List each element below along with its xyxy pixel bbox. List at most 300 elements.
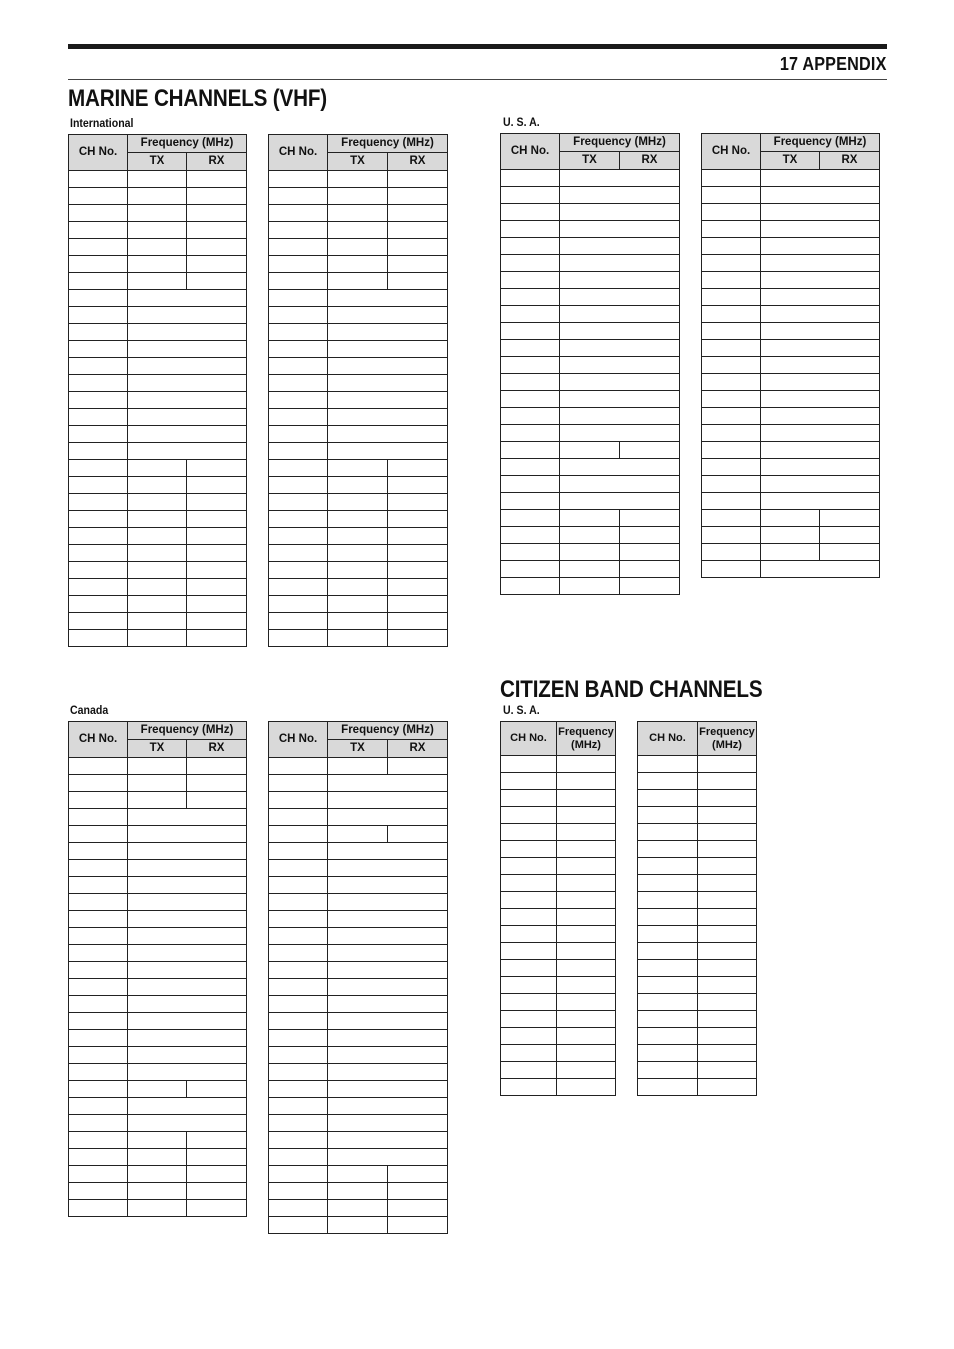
table-row bbox=[501, 1062, 616, 1079]
frequency-cell bbox=[328, 358, 448, 375]
table-row bbox=[69, 290, 247, 307]
region-canada: Canada bbox=[70, 705, 109, 717]
frequency-cell bbox=[560, 391, 680, 408]
frequency-cell bbox=[128, 341, 247, 358]
tx-cell bbox=[328, 579, 388, 596]
rx-cell bbox=[388, 222, 448, 239]
ch-no-cell bbox=[69, 341, 128, 358]
table-row bbox=[69, 630, 247, 647]
table-row bbox=[501, 756, 616, 773]
ch-no-cell bbox=[638, 790, 698, 807]
table-row bbox=[702, 425, 880, 442]
rx-cell bbox=[620, 510, 680, 527]
table-row bbox=[702, 204, 880, 221]
frequency-cell bbox=[761, 476, 880, 493]
ch-no-cell bbox=[702, 442, 761, 459]
frequency-cell bbox=[328, 1149, 448, 1166]
ch-no-cell bbox=[638, 1079, 698, 1096]
frequency-cell bbox=[560, 357, 680, 374]
table-row bbox=[501, 272, 680, 289]
ch-no-cell bbox=[501, 493, 560, 510]
table-row bbox=[638, 756, 757, 773]
frequency-cell bbox=[128, 290, 247, 307]
ch-no-cell bbox=[69, 545, 128, 562]
table-row bbox=[702, 255, 880, 272]
table-row bbox=[69, 443, 247, 460]
frequency-cell bbox=[128, 860, 247, 877]
table-row bbox=[69, 562, 247, 579]
table-row bbox=[702, 221, 880, 238]
ch-no-cell bbox=[69, 809, 128, 826]
rx-cell bbox=[388, 562, 448, 579]
table-row bbox=[269, 1098, 448, 1115]
ch-no-cell bbox=[702, 340, 761, 357]
tx-cell bbox=[128, 528, 187, 545]
rx-cell bbox=[187, 596, 247, 613]
region-usa-cb: U. S. A. bbox=[503, 705, 540, 717]
ch-no-cell bbox=[702, 425, 761, 442]
tx-cell bbox=[761, 527, 820, 544]
frequency-cell bbox=[698, 1079, 757, 1096]
ch-no-cell bbox=[269, 562, 328, 579]
ch-no-cell bbox=[638, 858, 698, 875]
ch-no-cell bbox=[702, 510, 761, 527]
rx-cell bbox=[620, 527, 680, 544]
ch-no-cell bbox=[501, 943, 557, 960]
rx-cell bbox=[388, 826, 448, 843]
channel-table-international-2 bbox=[268, 134, 448, 647]
ch-no-cell bbox=[638, 1011, 698, 1028]
frequency-cell bbox=[128, 409, 247, 426]
ch-no-cell bbox=[69, 826, 128, 843]
ch-no-cell bbox=[69, 1013, 128, 1030]
ch-no-cell bbox=[69, 1132, 128, 1149]
frequency-cell bbox=[698, 841, 757, 858]
table-row bbox=[702, 442, 880, 459]
frequency-cell bbox=[698, 824, 757, 841]
table-row bbox=[269, 996, 448, 1013]
table-row bbox=[69, 1183, 247, 1200]
frequency-cell bbox=[761, 289, 880, 306]
table-row bbox=[501, 289, 680, 306]
tx-cell bbox=[328, 528, 388, 545]
frequency-cell bbox=[560, 459, 680, 476]
ch-no-header: CH No. bbox=[501, 722, 557, 756]
table-row bbox=[269, 962, 448, 979]
ch-no-cell bbox=[269, 1030, 328, 1047]
table-row bbox=[69, 860, 247, 877]
table-row bbox=[269, 290, 448, 307]
ch-no-cell bbox=[69, 1200, 128, 1217]
ch-no-cell bbox=[702, 204, 761, 221]
rx-header: RX bbox=[620, 152, 680, 170]
frequency-cell bbox=[761, 425, 880, 442]
frequency-cell bbox=[328, 894, 448, 911]
frequency-cell bbox=[328, 792, 448, 809]
frequency-cell bbox=[328, 1098, 448, 1115]
table-row bbox=[501, 1028, 616, 1045]
ch-no-cell bbox=[501, 756, 557, 773]
frequency-cell bbox=[128, 911, 247, 928]
table-row bbox=[69, 962, 247, 979]
table-row bbox=[638, 807, 757, 824]
tx-cell bbox=[128, 273, 187, 290]
ch-no-cell bbox=[501, 578, 560, 595]
ch-no-header: CH No. bbox=[69, 722, 128, 758]
ch-no-header: CH No. bbox=[501, 134, 560, 170]
tx-header: TX bbox=[328, 740, 388, 758]
rx-cell bbox=[388, 613, 448, 630]
frequency-cell bbox=[128, 324, 247, 341]
tx-cell bbox=[128, 545, 187, 562]
ch-no-cell bbox=[269, 1132, 328, 1149]
table-row bbox=[638, 994, 757, 1011]
frequency-header bbox=[557, 722, 616, 756]
ch-no-cell bbox=[702, 238, 761, 255]
table-row bbox=[269, 775, 448, 792]
tx-cell bbox=[128, 792, 187, 809]
tx-cell bbox=[328, 511, 388, 528]
ch-no-cell bbox=[269, 630, 328, 647]
table-row bbox=[638, 790, 757, 807]
tx-cell bbox=[761, 544, 820, 561]
ch-no-header: CH No. bbox=[269, 722, 328, 758]
frequency-cell bbox=[698, 892, 757, 909]
table-row bbox=[501, 1079, 616, 1096]
table-row bbox=[69, 222, 247, 239]
ch-no-cell bbox=[269, 426, 328, 443]
ch-no-cell bbox=[269, 758, 328, 775]
table-row bbox=[69, 613, 247, 630]
frequency-cell bbox=[557, 977, 616, 994]
table-row bbox=[269, 409, 448, 426]
ch-no-cell bbox=[269, 477, 328, 494]
table-row bbox=[269, 860, 448, 877]
frequency-cell bbox=[560, 408, 680, 425]
ch-no-cell bbox=[69, 358, 128, 375]
ch-no-cell bbox=[69, 996, 128, 1013]
frequency-cell bbox=[560, 187, 680, 204]
tx-cell bbox=[328, 273, 388, 290]
ch-no-cell bbox=[69, 894, 128, 911]
ch-no-cell bbox=[702, 544, 761, 561]
table-row bbox=[269, 256, 448, 273]
ch-no-cell bbox=[638, 943, 698, 960]
ch-no-cell bbox=[638, 807, 698, 824]
frequency-cell bbox=[328, 979, 448, 996]
table-row bbox=[269, 1217, 448, 1234]
tx-cell bbox=[328, 494, 388, 511]
tx-cell bbox=[328, 239, 388, 256]
table-row bbox=[501, 408, 680, 425]
table-row bbox=[501, 977, 616, 994]
tx-cell bbox=[128, 460, 187, 477]
tx-cell bbox=[128, 188, 187, 205]
table-row bbox=[269, 1030, 448, 1047]
tx-cell bbox=[328, 1183, 388, 1200]
ch-no-cell bbox=[501, 1028, 557, 1045]
rx-cell bbox=[388, 758, 448, 775]
rx-cell bbox=[187, 613, 247, 630]
tx-cell bbox=[128, 596, 187, 613]
tx-cell bbox=[328, 630, 388, 647]
table-row bbox=[269, 545, 448, 562]
tx-cell bbox=[328, 596, 388, 613]
ch-no-cell bbox=[269, 911, 328, 928]
rx-cell bbox=[620, 578, 680, 595]
frequency-cell bbox=[761, 170, 880, 187]
rx-cell bbox=[187, 460, 247, 477]
rx-cell bbox=[388, 239, 448, 256]
rx-cell bbox=[820, 527, 880, 544]
rx-cell bbox=[187, 1081, 247, 1098]
table-row bbox=[269, 1183, 448, 1200]
frequency-cell bbox=[328, 443, 448, 460]
table-row bbox=[501, 960, 616, 977]
frequency-cell bbox=[560, 289, 680, 306]
header-rule-thin bbox=[68, 79, 887, 80]
frequency-cell bbox=[557, 858, 616, 875]
ch-no-cell bbox=[269, 358, 328, 375]
table-row bbox=[69, 341, 247, 358]
tx-cell bbox=[560, 442, 620, 459]
ch-no-cell bbox=[501, 773, 557, 790]
table-row bbox=[69, 494, 247, 511]
ch-no-cell bbox=[69, 256, 128, 273]
ch-no-cell bbox=[702, 323, 761, 340]
table-row bbox=[702, 561, 880, 578]
rx-cell bbox=[388, 256, 448, 273]
frequency-cell bbox=[128, 1064, 247, 1081]
tx-cell bbox=[328, 758, 388, 775]
ch-no-cell bbox=[702, 527, 761, 544]
ch-no-cell bbox=[501, 374, 560, 391]
frequency-cell bbox=[328, 307, 448, 324]
ch-no-cell bbox=[702, 408, 761, 425]
tx-cell bbox=[328, 460, 388, 477]
ch-no-cell bbox=[702, 255, 761, 272]
table-row bbox=[638, 1045, 757, 1062]
frequency-cell bbox=[560, 238, 680, 255]
ch-no-cell bbox=[269, 1166, 328, 1183]
table-row bbox=[69, 375, 247, 392]
ch-no-cell bbox=[269, 494, 328, 511]
tx-cell bbox=[128, 256, 187, 273]
table-row bbox=[702, 323, 880, 340]
frequency-cell bbox=[698, 1045, 757, 1062]
ch-no-cell bbox=[638, 892, 698, 909]
ch-no-cell bbox=[638, 773, 698, 790]
table-row bbox=[69, 307, 247, 324]
table-row bbox=[638, 960, 757, 977]
table-row bbox=[501, 493, 680, 510]
table-row bbox=[501, 892, 616, 909]
table-row bbox=[269, 205, 448, 222]
table-row bbox=[69, 928, 247, 945]
frequency-cell bbox=[698, 1011, 757, 1028]
table-row bbox=[269, 511, 448, 528]
ch-no-cell bbox=[69, 1183, 128, 1200]
frequency-cell bbox=[557, 892, 616, 909]
ch-no-cell bbox=[269, 290, 328, 307]
frequency-cell bbox=[557, 807, 616, 824]
frequency-cell bbox=[698, 943, 757, 960]
frequency-cell bbox=[761, 323, 880, 340]
table-row bbox=[638, 773, 757, 790]
table-row bbox=[702, 391, 880, 408]
frequency-cell bbox=[328, 962, 448, 979]
table-row bbox=[638, 824, 757, 841]
ch-no-cell bbox=[69, 1149, 128, 1166]
table-row bbox=[501, 255, 680, 272]
ch-no-cell bbox=[269, 1098, 328, 1115]
frequency-cell bbox=[557, 909, 616, 926]
tx-cell bbox=[128, 494, 187, 511]
tx-cell bbox=[761, 510, 820, 527]
rx-cell bbox=[388, 528, 448, 545]
tx-cell bbox=[128, 205, 187, 222]
ch-no-cell bbox=[501, 340, 560, 357]
ch-no-cell bbox=[269, 877, 328, 894]
ch-no-cell bbox=[638, 841, 698, 858]
rx-cell bbox=[187, 1200, 247, 1217]
rx-cell bbox=[620, 544, 680, 561]
table-row bbox=[269, 826, 448, 843]
table-row bbox=[269, 307, 448, 324]
frequency-cell bbox=[557, 1062, 616, 1079]
ch-no-cell bbox=[638, 960, 698, 977]
ch-no-cell bbox=[269, 860, 328, 877]
ch-no-cell bbox=[269, 324, 328, 341]
ch-no-cell bbox=[501, 1079, 557, 1096]
frequency-cell bbox=[761, 255, 880, 272]
ch-no-cell bbox=[269, 1047, 328, 1064]
tx-cell bbox=[328, 1200, 388, 1217]
ch-no-cell bbox=[269, 222, 328, 239]
rx-cell bbox=[187, 579, 247, 596]
frequency-cell bbox=[761, 272, 880, 289]
tx-cell bbox=[128, 511, 187, 528]
ch-no-cell bbox=[269, 979, 328, 996]
frequency-header bbox=[698, 722, 757, 756]
table-row bbox=[702, 408, 880, 425]
frequency-unit: (MHz) bbox=[712, 738, 742, 751]
table-row bbox=[269, 1115, 448, 1132]
rx-cell bbox=[388, 188, 448, 205]
ch-no-cell bbox=[501, 272, 560, 289]
ch-no-cell bbox=[69, 911, 128, 928]
table-row bbox=[501, 170, 680, 187]
tx-header: TX bbox=[328, 153, 388, 171]
ch-no-cell bbox=[501, 1011, 557, 1028]
table-row bbox=[501, 187, 680, 204]
rx-cell bbox=[388, 1183, 448, 1200]
ch-no-cell bbox=[501, 1045, 557, 1062]
table-row bbox=[69, 877, 247, 894]
ch-no-cell bbox=[269, 1064, 328, 1081]
frequency-cell bbox=[698, 960, 757, 977]
rx-header: RX bbox=[820, 152, 880, 170]
rx-cell bbox=[820, 544, 880, 561]
ch-no-cell bbox=[69, 239, 128, 256]
frequency-cell bbox=[560, 170, 680, 187]
ch-no-cell bbox=[269, 1200, 328, 1217]
ch-no-cell bbox=[638, 824, 698, 841]
table-row bbox=[69, 256, 247, 273]
table-row bbox=[69, 775, 247, 792]
frequency-cell bbox=[128, 962, 247, 979]
table-row bbox=[501, 544, 680, 561]
table-row bbox=[269, 1081, 448, 1098]
tx-cell bbox=[560, 544, 620, 561]
table-row bbox=[269, 171, 448, 188]
frequency-header: Frequency (MHz) bbox=[560, 134, 680, 152]
table-row bbox=[269, 911, 448, 928]
ch-no-cell bbox=[501, 807, 557, 824]
ch-no-cell bbox=[501, 527, 560, 544]
frequency-cell bbox=[698, 858, 757, 875]
table-row bbox=[501, 391, 680, 408]
ch-no-cell bbox=[269, 843, 328, 860]
channel-table-usa-1 bbox=[500, 133, 680, 595]
frequency-cell bbox=[698, 875, 757, 892]
frequency-cell bbox=[328, 341, 448, 358]
table-row bbox=[69, 545, 247, 562]
table-row bbox=[501, 204, 680, 221]
table-row bbox=[702, 272, 880, 289]
ch-no-cell bbox=[69, 596, 128, 613]
tx-cell bbox=[328, 562, 388, 579]
rx-cell bbox=[820, 510, 880, 527]
rx-cell bbox=[187, 477, 247, 494]
frequency-cell bbox=[128, 1030, 247, 1047]
table-row bbox=[638, 1028, 757, 1045]
table-row bbox=[69, 324, 247, 341]
rx-cell bbox=[388, 205, 448, 222]
frequency-cell bbox=[698, 1028, 757, 1045]
ch-no-cell bbox=[702, 391, 761, 408]
rx-cell bbox=[388, 630, 448, 647]
ch-no-cell bbox=[269, 1081, 328, 1098]
channel-table-cb-2 bbox=[637, 721, 757, 1096]
channel-table-international-1 bbox=[68, 134, 247, 647]
ch-no-cell bbox=[269, 460, 328, 477]
rx-cell bbox=[388, 1200, 448, 1217]
ch-no-cell bbox=[69, 1030, 128, 1047]
frequency-cell bbox=[128, 1013, 247, 1030]
ch-no-cell bbox=[269, 1149, 328, 1166]
ch-no-cell bbox=[501, 960, 557, 977]
ch-no-cell bbox=[501, 875, 557, 892]
tx-cell bbox=[328, 256, 388, 273]
table-row bbox=[702, 170, 880, 187]
frequency-cell bbox=[761, 391, 880, 408]
ch-no-cell bbox=[69, 494, 128, 511]
ch-no-cell bbox=[702, 289, 761, 306]
table-row bbox=[501, 221, 680, 238]
frequency-cell bbox=[698, 926, 757, 943]
ch-no-cell bbox=[501, 510, 560, 527]
ch-no-cell bbox=[702, 493, 761, 510]
rx-cell bbox=[620, 561, 680, 578]
tx-cell bbox=[128, 613, 187, 630]
ch-no-cell bbox=[269, 809, 328, 826]
frequency-cell bbox=[128, 979, 247, 996]
frequency-cell bbox=[698, 807, 757, 824]
frequency-cell bbox=[761, 493, 880, 510]
ch-no-cell bbox=[69, 205, 128, 222]
rx-header: RX bbox=[388, 153, 448, 171]
